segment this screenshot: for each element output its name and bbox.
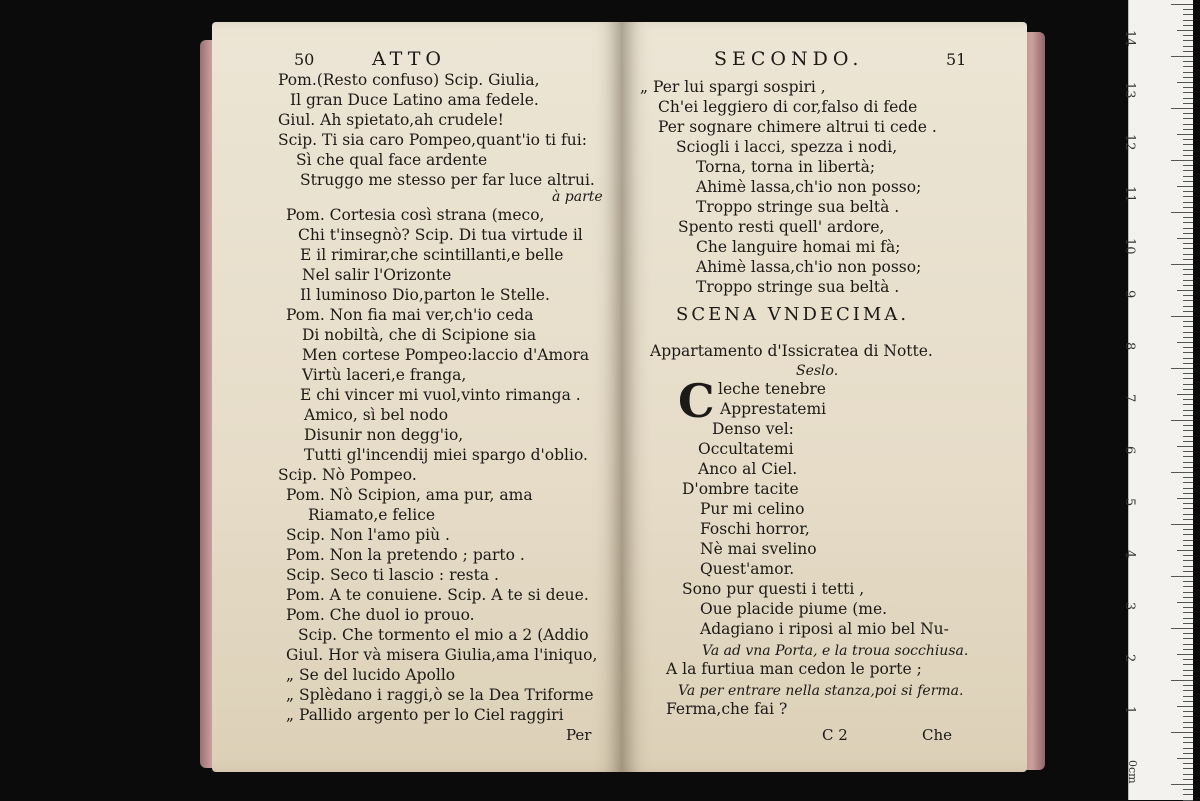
ruler-unit: 0cm [1126,760,1139,784]
ruler-tick [1183,98,1193,99]
ruler-number: 13 [1122,82,1137,99]
ruler-tick [1183,46,1193,47]
ruler-tick [1183,300,1193,301]
ruler-tick [1183,389,1193,390]
left-catchword: Per [566,726,592,744]
left-line: „ Pallido argento per lo Ciel raggiri [286,706,564,724]
scene-line: Ferma,che fai ? [666,700,788,718]
scene-line: D'ombre tacite [682,480,799,498]
ruler-tick [1171,784,1193,785]
left-line: Tutti gl'incendij miei spargo d'oblio. [304,446,588,464]
left-line: Giul. Ah spietato,ah crudele! [278,111,504,129]
right-line: Sciogli i lacci, spezza i nodi, [676,138,898,156]
ruler-tick [1183,155,1193,156]
ruler-tick [1171,368,1193,369]
ruler-tick [1183,748,1193,749]
ruler-tick [1171,56,1193,57]
ruler-number: 12 [1122,134,1137,151]
open-book [200,22,1045,774]
ruler-tick [1183,326,1193,327]
ruler-tick [1183,644,1193,645]
ruler-tick [1183,9,1193,10]
ruler-tick [1183,436,1193,437]
ruler-tick [1183,378,1193,379]
ruler-tick [1183,139,1193,140]
scene-line: A la furtiua man cedon le porte ; [666,660,922,678]
right-page [622,22,1027,772]
ruler-tick [1171,524,1193,525]
ruler-tick [1183,113,1193,114]
left-line: Giul. Hor và misera Giulia,ama l'iniquo, [286,646,598,664]
ruler-tick [1183,664,1193,665]
ruler-tick [1183,493,1193,494]
left-line: Scip. Non l'amo più . [286,526,450,544]
ruler-tick [1183,701,1193,702]
right-line: Spento resti quell' ardore, [678,218,885,236]
ruler-tick [1183,675,1193,676]
scene-line: Pur mi celino [700,500,805,518]
left-line: E chi vincer mi vuol,vinto rimanga . [300,386,581,404]
ruler-tick [1183,280,1193,281]
ruler-tick [1177,342,1193,343]
left-line: Pom. Non fia mai ver,ch'io ceda [286,306,534,324]
left-line: „ Se del lucido Apollo [286,666,456,684]
left-page [212,22,622,772]
ruler-tick [1183,373,1193,374]
ruler-tick [1171,472,1193,473]
left-line: Pom. Che duol io prouo. [286,606,475,624]
ruler-tick [1183,586,1193,587]
ruler-tick [1171,4,1193,5]
ruler-tick [1183,352,1193,353]
ruler-tick [1183,607,1193,608]
left-line: Di nobiltà, che di Scipione sia [302,326,537,344]
ruler-tick [1177,706,1193,707]
ruler-tick [1177,134,1193,135]
ruler-tick [1171,420,1193,421]
ruler-tick [1183,202,1193,203]
ruler-tick [1183,581,1193,582]
ruler-tick [1171,576,1193,577]
drop-cap: C [678,374,715,428]
ruler-tick [1183,618,1193,619]
right-line: „ Per lui spargi sospiri , [640,78,826,96]
scene-title: SCENA VNDECIMA. [676,304,910,325]
scene-line: Denso vel: [712,420,794,438]
ruler-tick [1183,144,1193,145]
ruler-tick [1183,347,1193,348]
ruler-tick [1183,191,1193,192]
ruler-tick [1183,72,1193,73]
ruler-tick [1171,212,1193,213]
scene-speaker: Seslo. [796,363,839,379]
ruler-tick [1183,228,1193,229]
scene-line: Nè mai svelino [700,540,817,558]
left-line: Pom. Nò Scipion, ama pur, ama [286,486,533,504]
ruler-tick [1183,722,1193,723]
ruler-tick [1183,384,1193,385]
ruler-tick [1183,623,1193,624]
ruler-tick [1183,477,1193,478]
ruler-tick [1171,160,1193,161]
ruler-tick [1183,404,1193,405]
ruler-number: 2 [1122,654,1137,663]
left-line: Disunir non degg'io, [304,426,464,444]
ruler-tick [1183,534,1193,535]
scene-line: Apprestatemi [720,400,827,418]
ruler-tick [1171,732,1193,733]
ruler-tick [1177,238,1193,239]
stage-direction: Va per entrare nella stanza,poi si ferma. [678,683,964,699]
ruler-tick [1183,170,1193,171]
ruler-tick [1183,794,1193,795]
ruler-tick [1183,789,1193,790]
left-line: Amico, sì bel nodo [304,406,449,424]
ruler-tick [1171,108,1193,109]
ruler-tick [1183,61,1193,62]
ruler-number: 14 [1122,30,1137,47]
ruler-tick [1183,670,1193,671]
ruler-tick [1183,768,1193,769]
ruler-tick [1183,763,1193,764]
right-line: Troppo stringe sua beltà . [696,278,900,296]
right-line: Ahimè lassa,ch'io non posso; [696,178,922,196]
ruler-tick [1183,176,1193,177]
ruler-tick [1183,233,1193,234]
ruler-tick [1183,482,1193,483]
ruler-tick [1183,462,1193,463]
ruler-tick [1171,264,1193,265]
left-line: Riamato,e felice [308,506,436,524]
ruler-tick [1183,696,1193,697]
left-line: Il luminoso Dio,parton le Stelle. [300,286,550,304]
scene-line: Adagiano i riposi al mio bel Nu- [700,620,949,638]
ruler-tick [1183,685,1193,686]
ruler-tick [1183,306,1193,307]
ruler-number: 1 [1122,706,1137,715]
ruler-tick [1183,555,1193,556]
ruler-tick [1177,290,1193,291]
ruler-tick [1183,20,1193,21]
ruler-tick [1183,165,1193,166]
ruler-tick [1183,727,1193,728]
ruler-number: 6 [1122,446,1137,455]
left-line: Men cortese Pompeo:laccio d'Amora [302,346,590,364]
left-line: Scip. Ti sia caro Pompeo,quant'io ti fui: [278,131,587,149]
ruler-tick [1183,560,1193,561]
left-line: Pom. Non la pretendo ; parto . [286,546,525,564]
ruler-number: 9 [1122,290,1137,299]
ruler-tick [1183,217,1193,218]
right-line: Troppo stringe sua beltà . [696,198,900,216]
ruler-tick [1183,415,1193,416]
ruler-tick [1183,358,1193,359]
ruler-tick [1183,103,1193,104]
ruler-tick [1183,118,1193,119]
scene-line: Quest'amor. [700,560,795,578]
left-line: Sì che qual face ardente [296,151,488,169]
left-line: Pom. Cortesia così strana (meco, [286,206,545,224]
left-line: E il rimirar,che scintillanti,e belle [300,246,564,264]
ruler-tick [1177,498,1193,499]
right-catchword: Che [922,726,953,744]
ruler-number: 11 [1122,186,1137,203]
left-running-head: ATTO [372,48,446,70]
ruler-tick [1183,14,1193,15]
ruler-tick [1183,248,1193,249]
right-line: Torna, torna in libertà; [696,158,876,176]
scene-line: leche tenebre [718,380,826,398]
left-line: Chi t'insegnò? Scip. Di tua virtude il [298,226,583,244]
ruler-tick [1183,638,1193,639]
scene-line: Sono pur questi i tetti , [682,580,865,598]
ruler-tick [1177,82,1193,83]
ruler-tick [1183,716,1193,717]
ruler-tick [1183,690,1193,691]
ruler-tick [1183,659,1193,660]
ruler-tick [1183,129,1193,130]
ruler-tick [1183,711,1193,712]
ruler-tick [1183,399,1193,400]
ruler-number: 10 [1122,238,1137,255]
measuring-ruler [1122,0,1193,800]
right-line: Per sognare chimere altrui ti cede . [658,118,937,136]
ruler-tick [1183,456,1193,457]
ruler-tick [1183,467,1193,468]
ruler-tick [1183,592,1193,593]
ruler-tick [1183,124,1193,125]
left-line: „ Splèdano i raggi,ò se la Dea Triforme [286,686,594,704]
ruler-tick [1183,571,1193,572]
ruler-tick [1183,597,1193,598]
ruler-tick [1177,654,1193,655]
ruler-tick [1183,633,1193,634]
ruler-tick [1183,540,1193,541]
ruler-tick [1183,753,1193,754]
right-page-number: 51 [946,50,967,69]
left-line: Pom. A te conuiene. Scip. A te si deue. [286,586,589,604]
ruler-tick [1183,430,1193,431]
ruler-tick [1183,311,1193,312]
right-line: Ahimè lassa,ch'io non posso; [696,258,922,276]
right-line: Che languire homai mi fà; [696,238,901,256]
ruler-tick [1183,196,1193,197]
ruler-tick [1171,628,1193,629]
ruler-tick [1183,410,1193,411]
ruler-tick [1183,87,1193,88]
left-line: Virtù laceri,e franga, [302,366,467,384]
ruler-tick [1171,680,1193,681]
ruler-tick [1183,332,1193,333]
ruler-tick [1177,758,1193,759]
left-line: Il gran Duce Latino ama fedele. [290,91,539,109]
ruler-tick [1183,503,1193,504]
scene-setting: Appartamento d'Issicratea di Notte. [650,342,933,360]
ruler-tick [1183,150,1193,151]
ruler-tick [1183,321,1193,322]
ruler-tick [1183,92,1193,93]
left-line: Pom.(Resto confuso) Scip. Giulia, [278,71,540,89]
ruler-number: 5 [1122,498,1137,507]
ruler-tick [1183,529,1193,530]
ruler-tick [1183,742,1193,743]
ruler-tick [1183,207,1193,208]
ruler-number: 3 [1122,602,1137,611]
ruler-tick [1183,363,1193,364]
ruler-number: 4 [1122,550,1137,559]
ruler-tick [1177,446,1193,447]
ruler-tick [1183,40,1193,41]
ruler-tick [1183,737,1193,738]
ruler-number: 7 [1122,394,1137,403]
ruler-tick [1183,649,1193,650]
ruler-tick [1183,545,1193,546]
right-line: Ch'ei leggiero di cor,falso di fede [658,98,918,116]
ruler-tick [1183,254,1193,255]
ruler-tick [1183,508,1193,509]
ruler-tick [1183,243,1193,244]
ruler-tick [1183,35,1193,36]
ruler-tick [1183,451,1193,452]
ruler-tick [1183,222,1193,223]
ruler-tick [1183,566,1193,567]
ruler-tick [1183,779,1193,780]
left-line: Scip. Che tormento el mio a 2 (Addio [298,626,589,644]
left-line: Nel salir l'Orizonte [302,266,452,284]
ruler-tick [1183,66,1193,67]
ruler-tick [1183,337,1193,338]
ruler-tick [1183,774,1193,775]
ruler-tick [1183,181,1193,182]
left-page-number: 50 [294,50,315,69]
ruler-tick [1177,394,1193,395]
right-running-head: SECONDO. [714,48,864,70]
scene-line: Occultatemi [698,440,794,458]
ruler-tick [1177,30,1193,31]
ruler-tick [1183,519,1193,520]
ruler-tick [1183,259,1193,260]
ruler-tick [1177,602,1193,603]
ruler-tick [1183,269,1193,270]
ruler-number: 8 [1122,342,1137,351]
ruler-tick [1183,514,1193,515]
scene-line: Anco al Ciel. [698,460,798,478]
ruler-tick [1183,295,1193,296]
ruler-tick [1183,285,1193,286]
ruler-tick [1183,425,1193,426]
left-line: Scip. Seco ti lascio : resta . [286,566,499,584]
ruler-tick [1183,441,1193,442]
ruler-tick [1183,612,1193,613]
ruler-tick [1171,316,1193,317]
scene-line: Foschi horror, [700,520,810,538]
ruler-tick [1183,488,1193,489]
signature-mark: C 2 [822,726,848,744]
ruler-tick [1183,25,1193,26]
left-line-aside: à parte [552,189,603,205]
ruler-tick [1177,550,1193,551]
stage-direction: Va ad vna Porta, e la troua socchiusa. [702,643,969,659]
ruler-tick [1183,51,1193,52]
left-line: Scip. Nò Pompeo. [278,466,417,484]
ruler-tick [1183,274,1193,275]
ruler-tick [1177,186,1193,187]
scene-line: Oue placide piume (me. [700,600,888,618]
ruler-tick [1183,77,1193,78]
left-line: Struggo me stesso per far luce altrui. [300,171,595,189]
